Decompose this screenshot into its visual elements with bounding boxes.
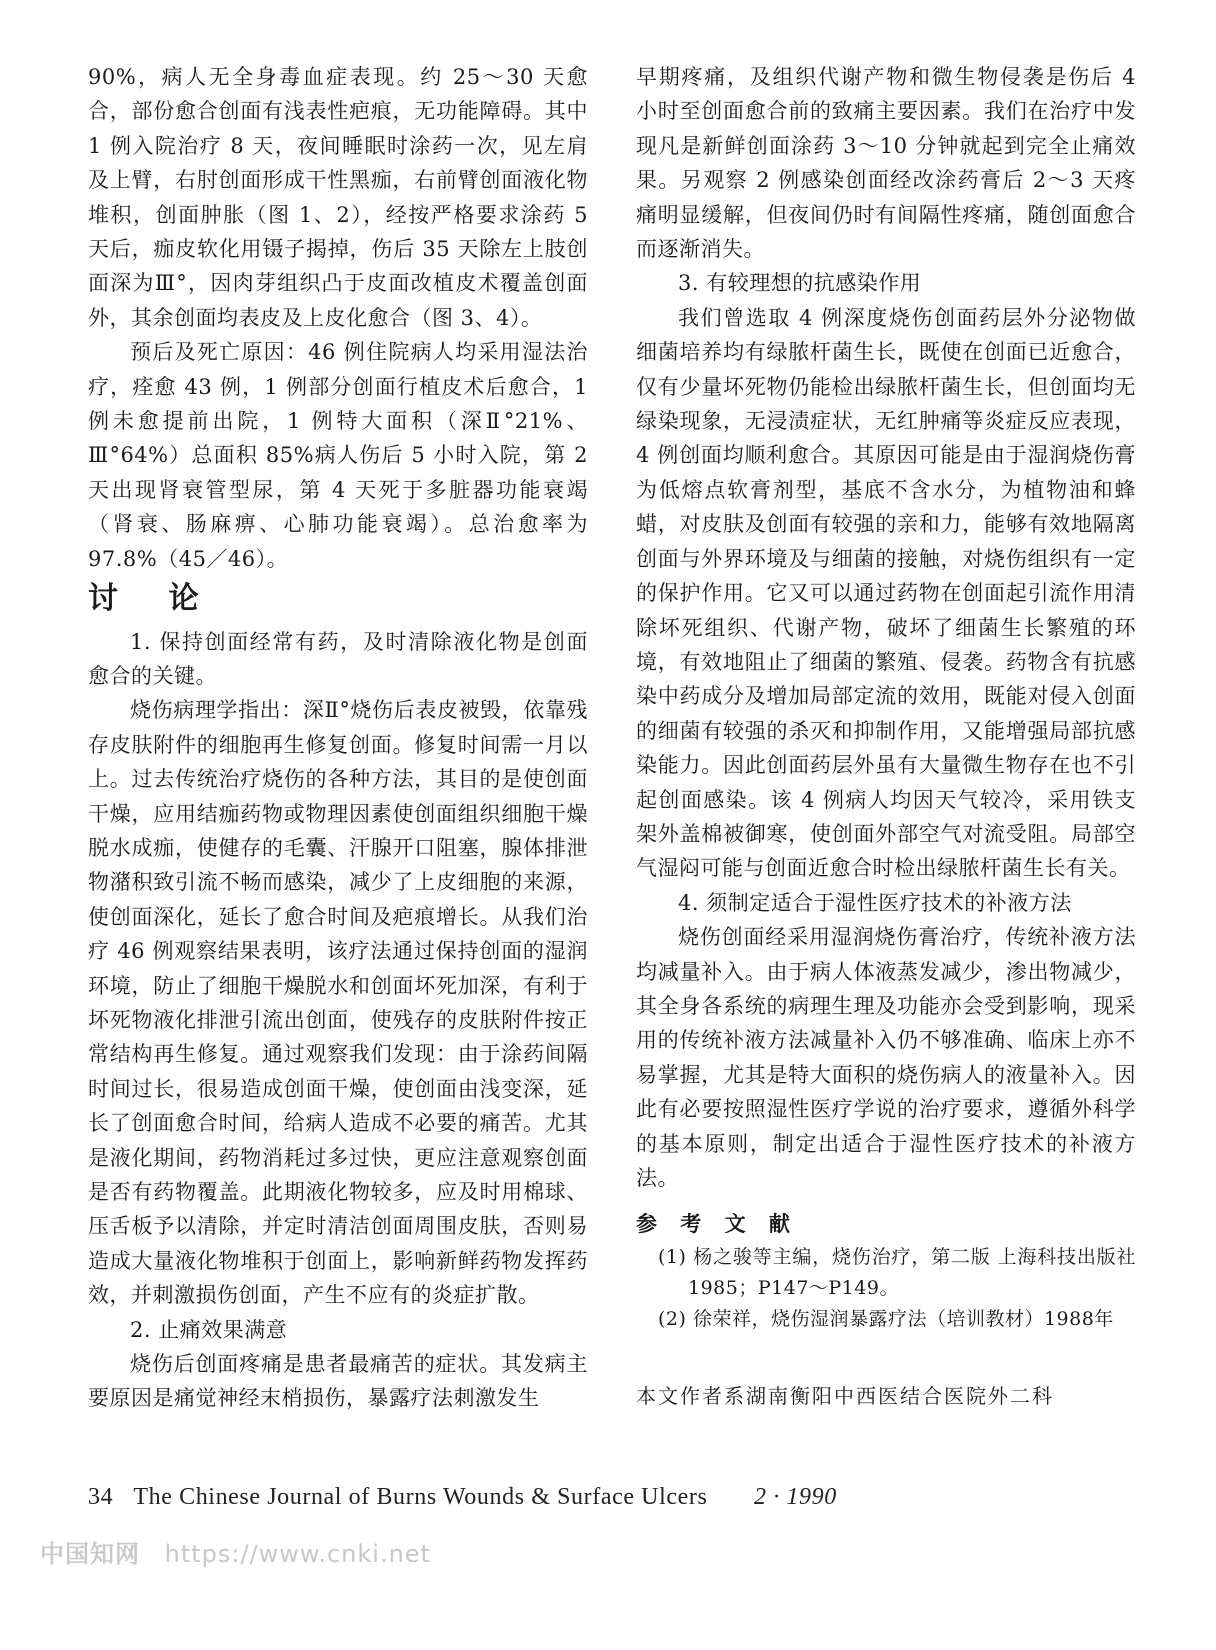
reference-item: (1) 杨之骏等主编，烧伤治疗，第二版 上海科技出版社 1985；P147～P149。 [658, 1245, 1136, 1299]
references-title: 参 考 文 献 [636, 1211, 798, 1237]
paragraph: 我们曾选取 4 例深度烧伤创面药层外分泌物做细菌培养均有绿脓杆菌生长，既使在创面已近愈合，仅有少量坏死物仍能检出绿脓杆菌生长，但创面均无绿染现象，无浸渍症状，无红肿痛等炎症反应表现，4 例创面均顺利愈合。其原因可能是由于湿润烧伤膏为低熔点软膏剂型，基底不含水分，为植物油和蜂蜡，对皮肤及创面有较强的亲和力，能够有效地隔离创面与外界环境及与细菌的接触，对烧伤组织有一定的保护作用。它又可以通过药物在创面起引流作用清除坏死组织、代谢产物，破坏了细菌生长繁殖的环境，有效地阻止了细菌的繁殖、侵袭。药物含有抗感染中药成分及增加局部定流的效用，既能对侵入创面的细菌有较强的杀灭和抑制作用，又能增强局部抗感染能力。因此创面药层外虽有大量微生物存在也不引起创面感染。该 4 例病人均因天气较冷，采用铁支架外盖棉被御寒，使创面外部空气对流受阻。局部空气湿闷可能与创面近愈合时检出绿脓杆菌生长有关。 [636, 305, 1136, 881]
paragraph: 早期疼痛，及组织代谢产物和微生物侵袭是伤后 4 小时至创面愈合前的致痛主要因素。我们在治疗中发现凡是新鲜创面涂药 3～10 分钟就起到完全止痛效果。另观察 2 例感染创面经改涂药膏后 2～3 天疼痛明显缓解，但夜间仍时有间隔性疼痛，随创面愈合而逐渐消失。 [636, 65, 1136, 262]
paragraph: 烧伤后创面疼痛是患者最痛苦的症状。其发病主要原因是痛觉神经末梢损伤，暴露疗法刺激发生 [88, 1352, 588, 1411]
page-footer [88, 1484, 988, 1511]
subsection-title: 2. 止痛效果满意 [130, 1317, 288, 1342]
journal-name: The Chinese Journal of Burns Wounds & Surface Ulcers [133, 1484, 708, 1510]
paragraph: 烧伤创面经采用湿润烧伤膏治疗，传统补液方法均减量补入。由于病人体液蒸发减少，渗出物减少，其全身各系统的病理生理及功能亦会受到影响，现采用的传统补液方法减量补入仍不够准确、临床上亦不易掌握，尤其是特大面积的烧伤病人的液量补入。因此有必要按照湿性医疗学说的治疗要求，遵循外科学的基本原则，制定出适合于湿性医疗技术的补液方法。 [636, 925, 1136, 1190]
subsection-title: 3. 有较理想的抗感染作用 [678, 271, 922, 296]
issue-number: 2 · 1990 [754, 1484, 837, 1510]
author-affiliation: 本文作者系湖南衡阳中西医结合医院外二科 [636, 1383, 1054, 1408]
watermark-brand: 中国知网 [40, 1540, 140, 1568]
watermark-url: https://www.cnki.net [164, 1540, 431, 1568]
paragraph: 烧伤病理学指出：深Ⅱ°烧伤后表皮被毁，依靠残存皮肤附件的细胞再生修复创面。修复时间需一月以上。过去传统治疗烧伤的各种方法，其目的是使创面干燥，应用结痂药物或物理因素使创面组织细胞干燥脱水成痂，使健存的毛囊、汗腺开口阻塞，腺体排泄物潴积致引流不畅而感染，减少了上皮细胞的来源，使创面深化，延长了愈合时间及疤痕增长。从我们治疗 46 例观察结果表明，该疗法通过保持创面的湿润环境，防止了细胞干燥脱水和创面坏死加深，有利于坏死物液化排泄引流出创面，使残存的皮肤附件按正常结构再生修复。通过观察我们发现：由于涂药间隔时间过长，很易造成创面干燥，使创面由浅变深，延长了创面愈合时间，给病人造成不必要的痛苦。尤其是液化期间，药物消耗过多过快，更应注意观察创面是否有药物覆盖。此期液化物较多，应及时用棉球、压舌板予以清除，并定时清洁创面周围皮肤，否则易造成大量液化物堆积于创面上，影响新鲜药物发挥药效，并刺激损伤创面，产生不应有的炎症扩散。 [88, 698, 588, 1308]
subsection-title: 4. 须制定适合于湿性医疗技术的补液方法 [678, 890, 1072, 915]
paragraph: 预后及死亡原因：46 例住院病人均采用湿法治疗，痊愈 43 例，1 例部分创面行植皮术后愈合，1 例未愈提前出院，1 例特大面积（深Ⅱ°21%、Ⅲ°64%）总面积 85%病人伤后 5 小时入院，第 2 天出现肾衰管型尿，第 4 天死于多脏器功能衰竭（肾衰、肠麻痹、心肺功能衰竭）。总治愈率为 97.8%（45／46）。 [88, 340, 588, 571]
paragraph: 90%，病人无全身毒血症表现。约 25～30 天愈合，部份愈合创面有浅表性疤痕，无功能障碍。其中 1 例入院治疗 8 天，夜间睡眠时涂药一次，见左肩及上臂，右肘创面形成干性黑痂，右前臂创面液化物堆积，创面肿胀（图 1、2），经按严格要求涂药 5 天后，痂皮软化用镊子揭掉，伤后 35 天除左上肢创面深为Ⅲ°，因肉芽组织凸于皮面改植皮术覆盖创面外，其余创面均表皮及上皮化愈合（图 3、4）。 [88, 65, 588, 330]
watermark [40, 1534, 431, 1569]
page-number: 34 [88, 1484, 114, 1510]
right-column [636, 60, 1136, 1413]
reference-item: (2) 徐荣祥，烧伤湿润暴露疗法（培训教材）1988年 [658, 1307, 1114, 1330]
left-column [88, 60, 588, 1416]
subsection-title: 1. 保持创面经常有药，及时清除液化物是创面愈合的关键。 [88, 629, 588, 688]
section-heading: 讨 论 [88, 581, 219, 617]
